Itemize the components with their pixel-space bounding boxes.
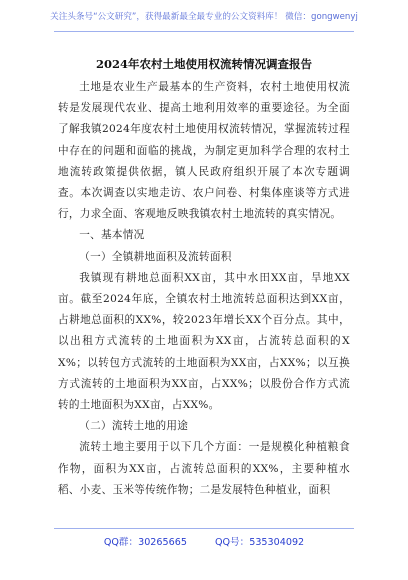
section-heading-basic-info: 一、基本情况 bbox=[79, 229, 145, 242]
document-body bbox=[58, 77, 350, 501]
usage-paragraph: 流转土地主要用于以下几个方面：一是规模化种植粮食作物，面积为XX亩，占流转总面积的XX%，主要种植水稻、小麦、玉米等传统作物；二是发展特色种植业，面积 bbox=[58, 441, 350, 496]
footer-qq-number: QQ号：535304092 bbox=[214, 537, 305, 548]
subsection-heading-area: （一）全镇耕地面积及流转面积 bbox=[79, 250, 232, 263]
header-banner: 关注头条号“公文研究”，获得最新最全最专业的公文资料库！ 微信：gongwenyj bbox=[50, 12, 358, 22]
footer-divider bbox=[54, 528, 354, 529]
header-divider bbox=[54, 31, 354, 32]
document-title: 2024年农村土地使用权流转情况调查报告 bbox=[95, 57, 312, 71]
footer-contact bbox=[0, 534, 408, 548]
area-paragraph: 我镇现有耕地总面积XX亩，其中水田XX亩，旱地XX亩。截至2024年底，全镇农村土地流转总面积达到XX亩，占耕地总面积的XX%，较2023年增长XX个百分点。其中，以出租方式流转的土地面积为XX亩，占流转总面积的XX%；以转包方式流转的土地面积为XX亩，占XX%；以互换方式流转的土地面积为XX亩，占XX%；以股份合作方式流转的土地面积为XX亩，占XX%。 bbox=[58, 271, 350, 412]
subsection-heading-usage: （二）流转土地的用途 bbox=[79, 420, 189, 433]
footer-qq-group: QQ群：30265665 bbox=[103, 537, 187, 548]
intro-paragraph: 土地是农业生产最基本的生产资料，农村土地使用权流转是发展现代农业、提高土地利用效率的重要途径。为全面了解我镇2024年度农村土地使用权流转情况，掌握流转过程中存在的问题和面临的挑战，为制定更加科学合理的农村土地流转政策提供依据，镇人民政府组织开展了本次专题调查。本次调查以实地走访、农户问卷、村集体座谈等方式进行，力求全面、客观地反映我镇农村土地流转的真实情况。 bbox=[58, 81, 350, 221]
